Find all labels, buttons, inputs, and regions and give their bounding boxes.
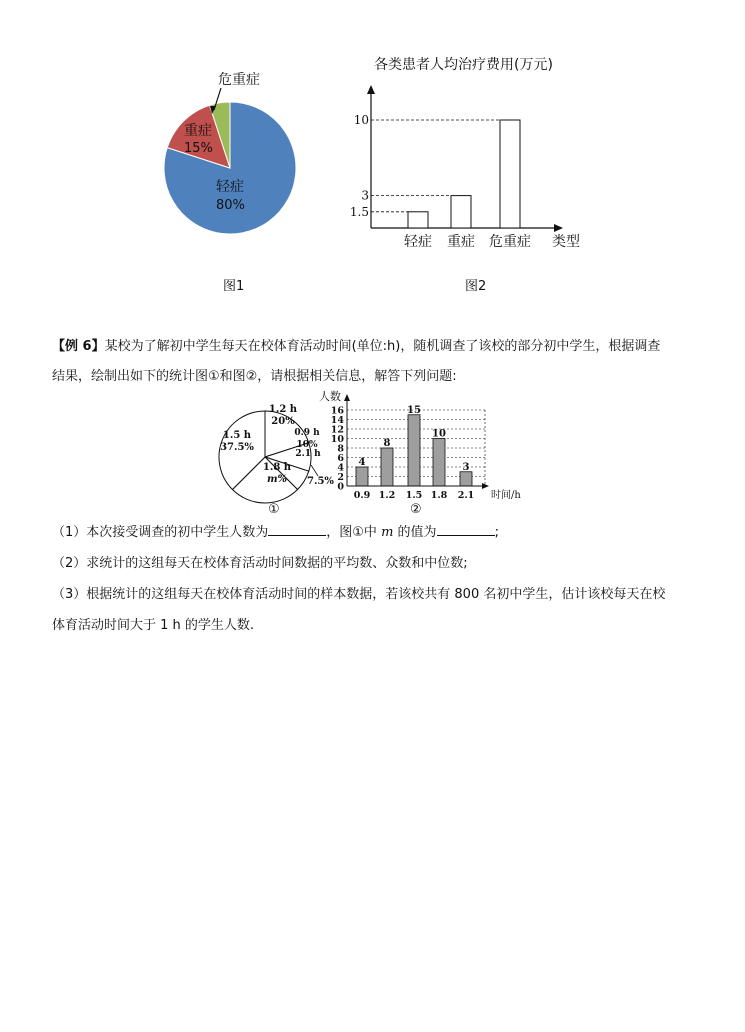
pie2-pct-2: 7.5% [307, 476, 334, 487]
bar2-category-0: 0.9 [353, 490, 371, 501]
figure2-bar-chart [330, 80, 600, 260]
pie2-label-0: 1.2 h [268, 404, 298, 415]
figure2-y-tick-1: 3 [361, 188, 369, 203]
figure2-y-tick-2: 10 [353, 113, 369, 127]
example-intro-line2: 结果，绘制出如下的统计图①和图②，请根据相关信息，解答下列问题: [52, 369, 457, 384]
pie1-label-critical: 危重症 [218, 72, 260, 88]
figure1-pie-chart [150, 60, 310, 250]
pie2-leader-line [311, 465, 318, 476]
pie1-label-severe: 重症 [184, 123, 212, 139]
q1-text-c: 的值为 [397, 525, 437, 540]
bar2-y-tick-5: 10 [330, 434, 344, 445]
figure2-y-tick-0: 1.5 [349, 204, 369, 219]
bar2-bar-1 [381, 448, 393, 486]
figure2-caption: 图2 [465, 279, 487, 294]
bar2-value-label-1: 8 [383, 438, 391, 449]
question-2: （2）求统计的这组每天在校体育活动时间数据的平均数、众数和中位数; [52, 556, 468, 571]
figure2-title: 各类患者人均治疗费用(万元) [374, 57, 553, 73]
question-1 [52, 519, 499, 547]
bar2-bar-4 [460, 472, 472, 486]
bar2-y-tick-7: 14 [330, 415, 344, 426]
bar2-category-4: 2.1 [457, 490, 475, 501]
pie2-label-3: 1.8 h [262, 462, 292, 473]
pie2-label-2: 2.1 h [295, 449, 321, 459]
figure2-bar-0 [408, 212, 428, 228]
example-tag: 【例 6】 [52, 339, 105, 354]
bar2-value-label-3: 10 [432, 428, 446, 440]
q1-text-d: ; [494, 525, 499, 540]
bar2-y-tick-8: 16 [330, 405, 344, 417]
pie2-pct-0: 20% [271, 416, 295, 427]
pie2-pct-3: m% [266, 474, 288, 485]
bar2-x-label: 时间/h [491, 490, 521, 501]
pie2-label-1: 0.9 h [294, 428, 320, 438]
figure2-x-label: 类型 [552, 234, 580, 250]
figure2-category-0: 轻症 [404, 234, 432, 250]
bar2-category-3: 1.8 [430, 490, 448, 501]
bar2-bar-2 [408, 415, 420, 486]
figure2-x-arrowhead [554, 224, 563, 232]
q1-text-b: ，图①中 [326, 525, 377, 540]
question-3-line1: （3）根据统计的这组每天在校体育活动时间的样本数据，若该校共有 800 名初中学生，估计该校每天在校 [52, 587, 666, 602]
bar2-y-tick-4: 8 [337, 443, 344, 455]
example-intro-line1 [52, 333, 660, 361]
q1-blank-m [437, 523, 495, 536]
bar2-category-2: 1.5 [405, 490, 423, 501]
figure1-caption: 图1 [223, 279, 245, 294]
bar2-bar-3 [433, 439, 445, 487]
bar2-y-tick-2: 4 [337, 462, 344, 474]
pie2-pct-4: 37.5% [220, 442, 254, 453]
figure2-bar-2 [500, 120, 520, 228]
q1-text-a: （1）本次接受调查的初中学生人数为 [52, 525, 269, 540]
bar2-y-arrowhead [344, 394, 350, 401]
bar2-value-label-2: 15 [407, 404, 421, 416]
pie1-pct-severe: 15% [184, 141, 213, 156]
figure-pie-2-caption: ① [268, 502, 280, 517]
bar2-y-tick-1: 2 [337, 472, 344, 483]
q1-blank-count [268, 523, 326, 536]
pie2-label-4: 1.5 h [222, 430, 252, 441]
pie2-pct-1: 10% [296, 440, 318, 450]
bar2-category-1: 1.2 [378, 490, 396, 501]
figure2-category-2: 危重症 [489, 234, 531, 250]
q1-variable-m: m [381, 525, 394, 540]
bar2-value-label-0: 4 [358, 457, 366, 468]
figure2-bar-1 [451, 196, 471, 228]
bar2-y-tick-3: 6 [337, 453, 344, 464]
figure-bar-2-caption: ② [410, 502, 422, 517]
question-3-line2: 体育活动时间大于 1 h 的学生人数. [52, 618, 255, 633]
pie1-pct-mild: 80% [216, 198, 245, 213]
bar2-value-label-4: 3 [462, 461, 470, 473]
bar2-bar-0 [356, 467, 368, 486]
bar2-y-tick-6: 12 [330, 424, 344, 436]
figure2-category-1: 重症 [447, 234, 475, 250]
pie1-label-mild: 轻症 [216, 179, 244, 195]
bar2-y-tick-0: 0 [337, 481, 344, 493]
bar2-x-arrowhead [482, 483, 489, 489]
bar2-y-label: 人数 [319, 390, 341, 403]
example-intro-text: 某校为了解初中学生每天在校体育活动时间(单位:h)，随机调查了该校的部分初中学生，根据调查 [104, 339, 661, 354]
figure2-y-arrowhead [367, 85, 375, 94]
